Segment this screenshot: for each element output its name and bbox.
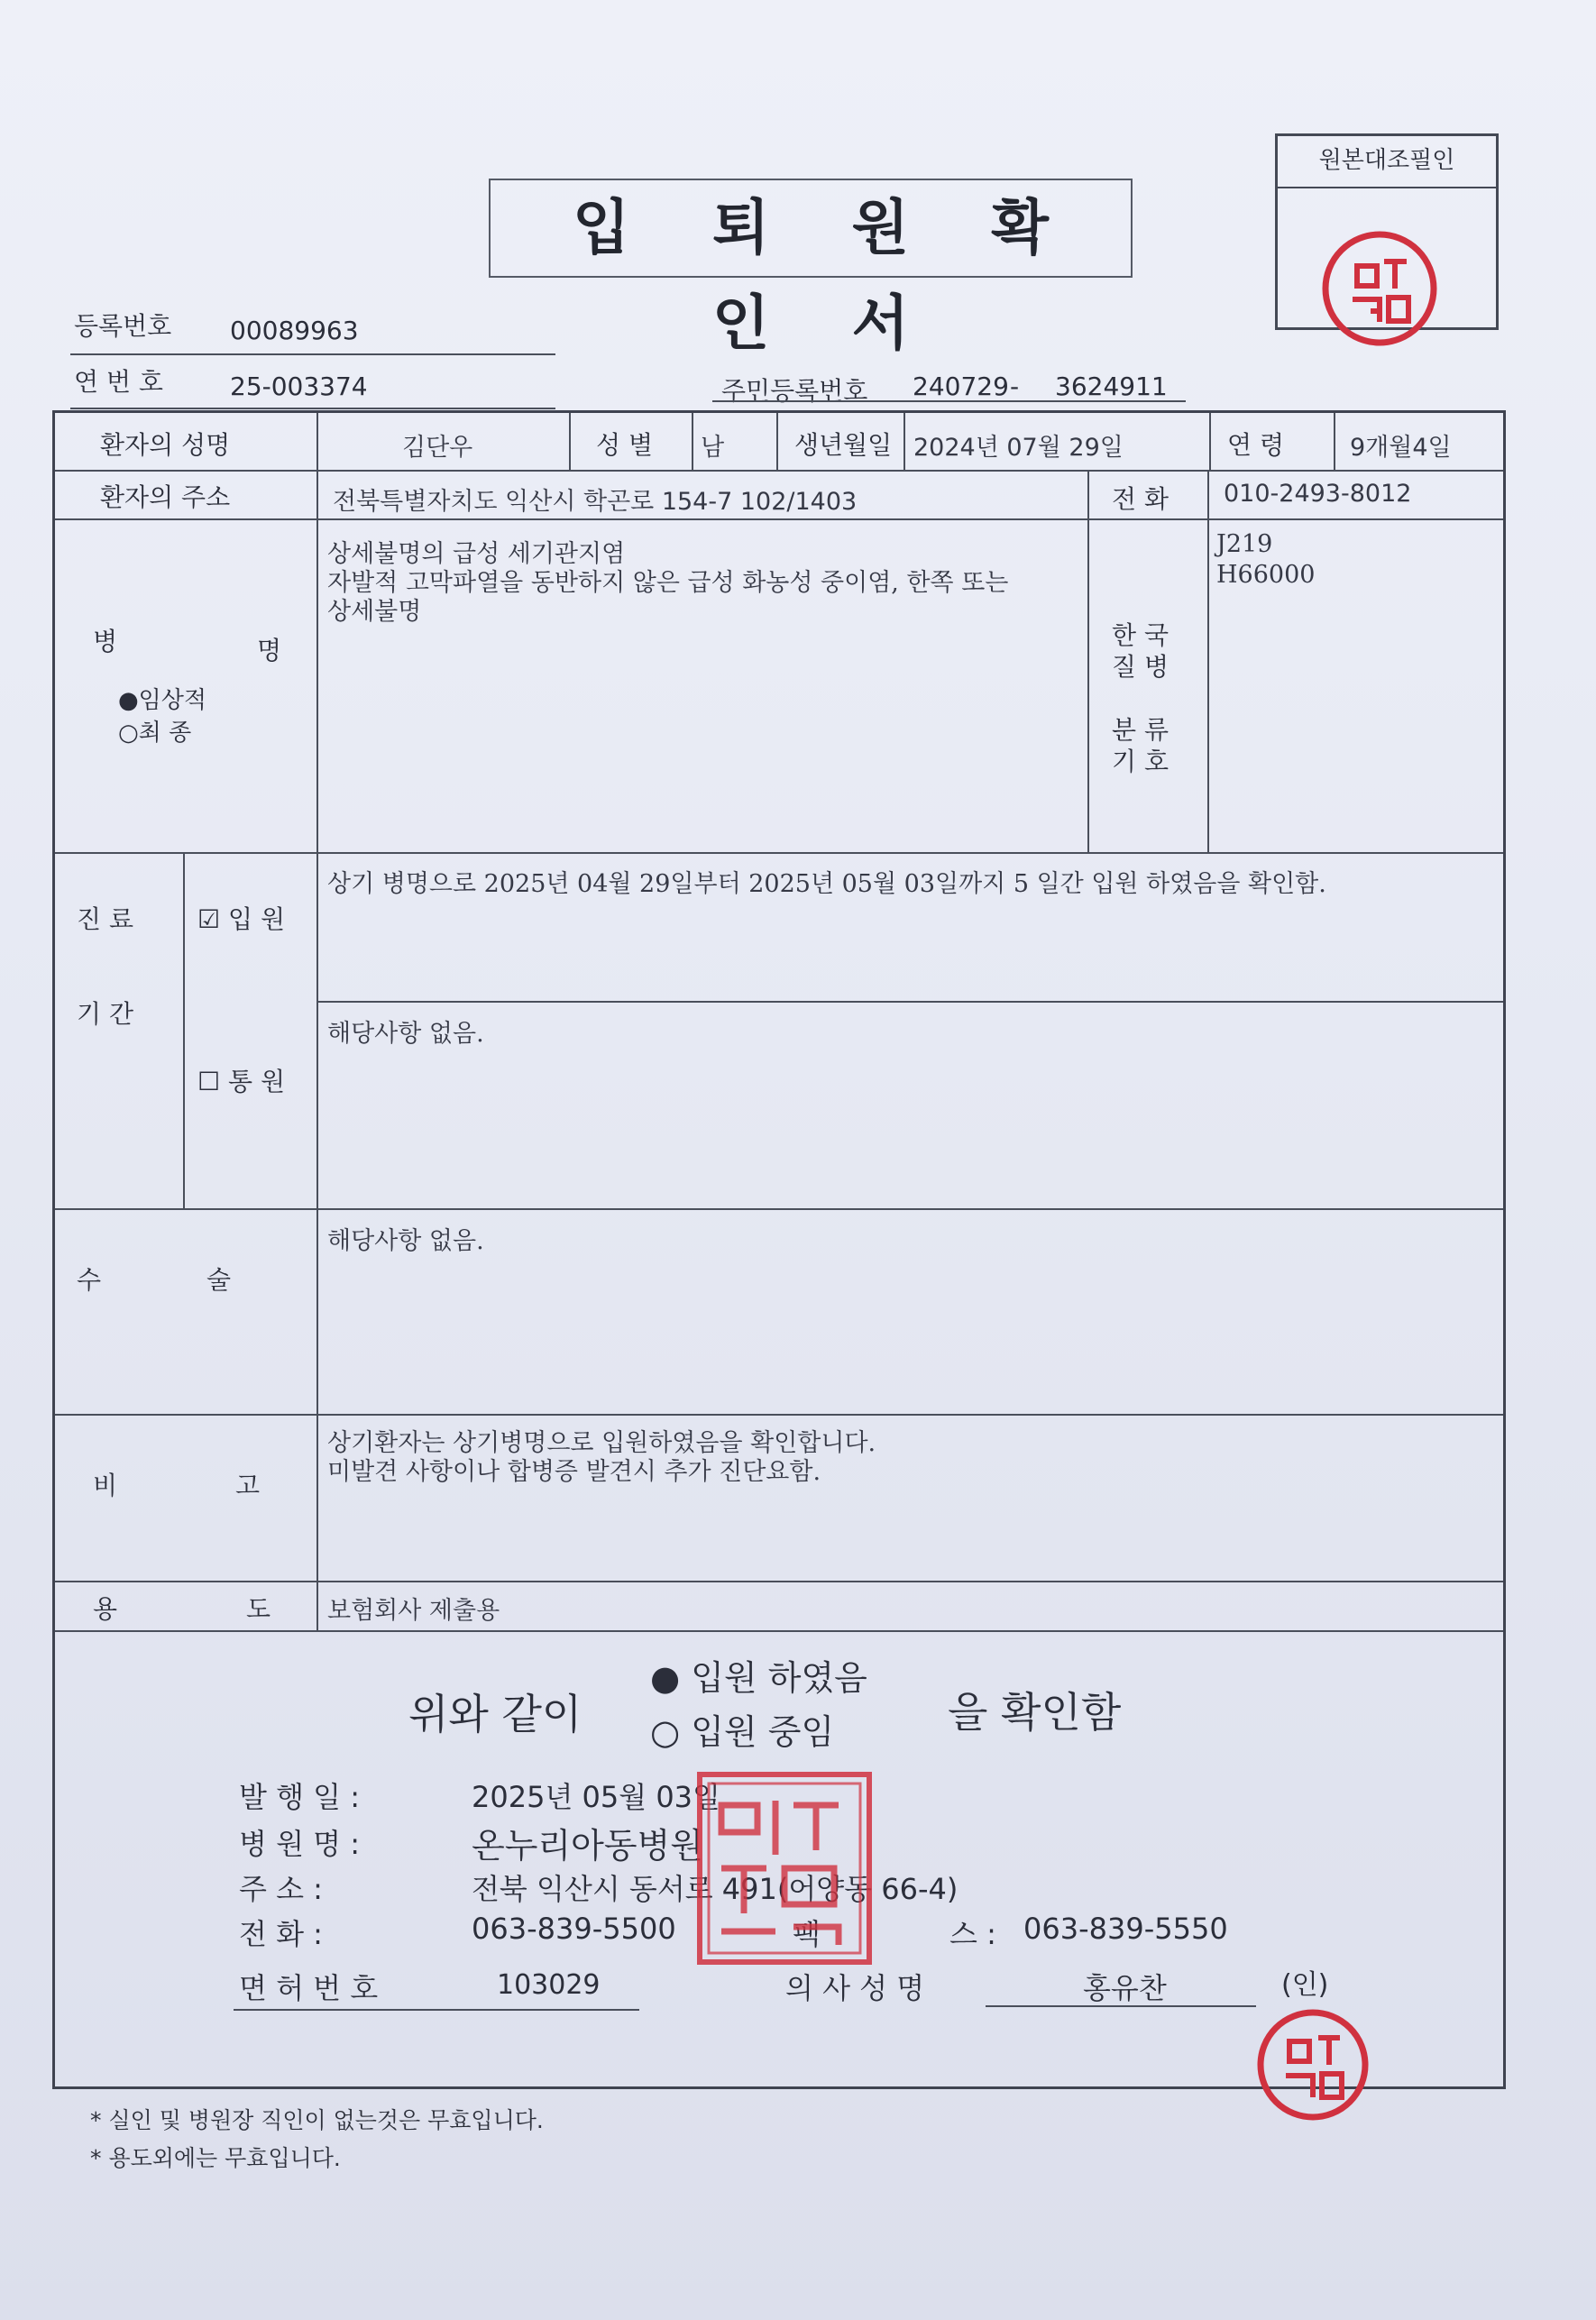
footnote: * 실인 및 병원장 직인이 없는것은 무효입니다.	[90, 2107, 544, 2133]
kcd-label: 기 호	[1112, 747, 1169, 776]
footnote: * 용도외에는 무효입니다.	[90, 2145, 341, 2171]
outpatient-checkbox[interactable]: ☐ 통 원	[197, 1067, 285, 1096]
sex-value: 남	[701, 434, 725, 462]
doctor-seal-icon	[1252, 2004, 1374, 2126]
kcd-label: 한 국	[1112, 620, 1169, 650]
confirm-prefix: 위와 같이	[408, 1690, 582, 1738]
license-label: 면 허 번 호	[239, 1971, 379, 2005]
confirm-suffix: 을 확인함	[948, 1688, 1122, 1737]
row-line	[55, 1630, 1503, 1632]
doctor-underline	[986, 2005, 1256, 2007]
license-no: 103029	[497, 1969, 601, 2001]
age-label: 연 령	[1227, 430, 1284, 460]
purpose-label-left: 용	[93, 1594, 118, 1624]
reg-no-underline	[70, 353, 555, 355]
remarks-label-left: 비	[93, 1471, 118, 1500]
col-line	[692, 413, 693, 470]
col-line	[903, 413, 905, 470]
row-line	[316, 1001, 1503, 1003]
remarks-line: 상기환자는 상기병명으로 입원하였음을 확인합니다.	[327, 1429, 876, 1457]
confirm-option-admitted[interactable]: ● 입원 하였음	[650, 1658, 867, 1698]
rrn-underline	[712, 400, 1186, 402]
col-line	[1087, 470, 1089, 852]
outpatient-text: 해당사항 없음.	[327, 1020, 484, 1048]
surgery-label-right: 술	[206, 1265, 232, 1295]
serial-label: 연 번 호	[74, 367, 163, 397]
address-value: 전북특별자치도 익산시 학곤로 154-7 102/1403	[333, 488, 858, 516]
issue-date-label: 발 행 일 :	[239, 1780, 361, 1814]
reg-no-value: 00089963	[230, 316, 359, 345]
inpatient-text: 상기 병명으로 2025년 04월 29일부터 2025년 05월 03일까지 5 일간 입원 하였음을 확인함.	[327, 870, 1326, 898]
serial-underline	[70, 408, 555, 409]
col-line	[316, 413, 318, 1630]
kcd-code: J219	[1216, 530, 1273, 558]
confirm-option-inpatient[interactable]: ○ 입원 중임	[650, 1712, 835, 1752]
remarks-label-right: 고	[235, 1471, 261, 1500]
phone-value: 010-2493-8012	[1224, 480, 1412, 508]
row-line	[55, 1208, 1503, 1210]
hospital-name: 온누리아동병원	[472, 1826, 703, 1866]
license-underline	[234, 2009, 639, 2011]
row-line	[55, 470, 1503, 472]
row-line	[55, 1414, 1503, 1416]
surgery-label-left: 수	[77, 1265, 102, 1295]
kcd-label: 질 병	[1112, 652, 1169, 682]
kcd-code: H66000	[1216, 561, 1316, 589]
surgery-text: 해당사항 없음.	[327, 1227, 484, 1255]
col-line	[1334, 413, 1335, 470]
inpatient-checkbox[interactable]: ☑ 입 원	[197, 904, 285, 934]
hospital-fax: 063-839-5550	[1023, 1912, 1228, 1946]
diagnosis-label-right: 명	[257, 636, 282, 665]
purpose-label-right: 도	[246, 1594, 271, 1624]
hospital-seal-icon	[694, 1769, 875, 1967]
original-verification-label: 원본대조필인	[1278, 136, 1496, 188]
patient-name: 김단우	[402, 434, 473, 462]
rrn-back: 3624911	[1055, 371, 1168, 401]
kcd-label: 분 류	[1112, 715, 1169, 745]
rrn-label: 주민등록번호	[721, 376, 868, 406]
serial-value: 25-003374	[230, 371, 368, 401]
diagnosis-clinical-option[interactable]: ●임상적	[118, 687, 207, 714]
patient-name-label: 환자의 성명	[100, 430, 231, 460]
purpose-text: 보험회사 제출용	[327, 1597, 500, 1625]
doctor-name: 홍유찬	[1083, 1971, 1167, 2005]
col-line	[1209, 413, 1211, 470]
document-title: 입 퇴 원 확 인 서	[489, 179, 1133, 278]
age-value: 9개월4일	[1350, 434, 1452, 462]
seal-mark: (인)	[1281, 1969, 1329, 2001]
diagnosis-final-option[interactable]: ○최 종	[118, 720, 192, 747]
col-line	[776, 413, 778, 470]
fax-label-right: 스 :	[949, 1917, 996, 1951]
dob-value: 2024년 07월 29일	[913, 434, 1124, 462]
col-line	[183, 852, 185, 1208]
col-line	[1207, 470, 1209, 852]
hospital-tel: 063-839-5500	[472, 1912, 676, 1946]
dob-label: 생년월일	[794, 430, 893, 460]
remarks-line: 미발견 사항이나 합병증 발견시 추가 진단요함.	[327, 1458, 821, 1486]
row-line	[55, 518, 1503, 520]
doctor-name-label: 의 사 성 명	[785, 1971, 925, 2005]
hospital-name-label: 병 원 명 :	[239, 1827, 361, 1861]
col-line	[569, 413, 571, 470]
hospital-address: 전북 익산시 동서로 491(어양동 66-4)	[472, 1872, 959, 1906]
period-label-2: 기 간	[77, 999, 133, 1029]
row-line	[55, 852, 1503, 854]
sex-label: 성 별	[596, 430, 653, 460]
hospital-address-label: 주 소 :	[239, 1872, 323, 1906]
diagnosis-line: 상세불명의 급성 세기관지염	[327, 540, 626, 568]
fax-label-left: 팩	[793, 1917, 821, 1951]
rrn-front: 240729	[913, 371, 1009, 401]
row-line	[55, 1581, 1503, 1582]
diagnosis-line: 자발적 고막파열을 동반하지 않은 급성 화농성 중이염, 한쪽 또는	[327, 569, 1009, 597]
verification-seal-icon	[1316, 225, 1443, 352]
diagnosis-label-left: 병	[93, 627, 118, 656]
issue-date: 2025년 05월 03일	[472, 1780, 720, 1814]
rrn-dash: -	[1010, 371, 1020, 401]
phone-label: 전 화	[1112, 484, 1169, 514]
address-label: 환자의 주소	[100, 482, 231, 512]
period-label-1: 진 료	[77, 904, 133, 934]
hospital-tel-label: 전 화 :	[239, 1917, 323, 1951]
diagnosis-line: 상세불명	[327, 598, 422, 626]
reg-no-label: 등록번호	[74, 311, 172, 341]
